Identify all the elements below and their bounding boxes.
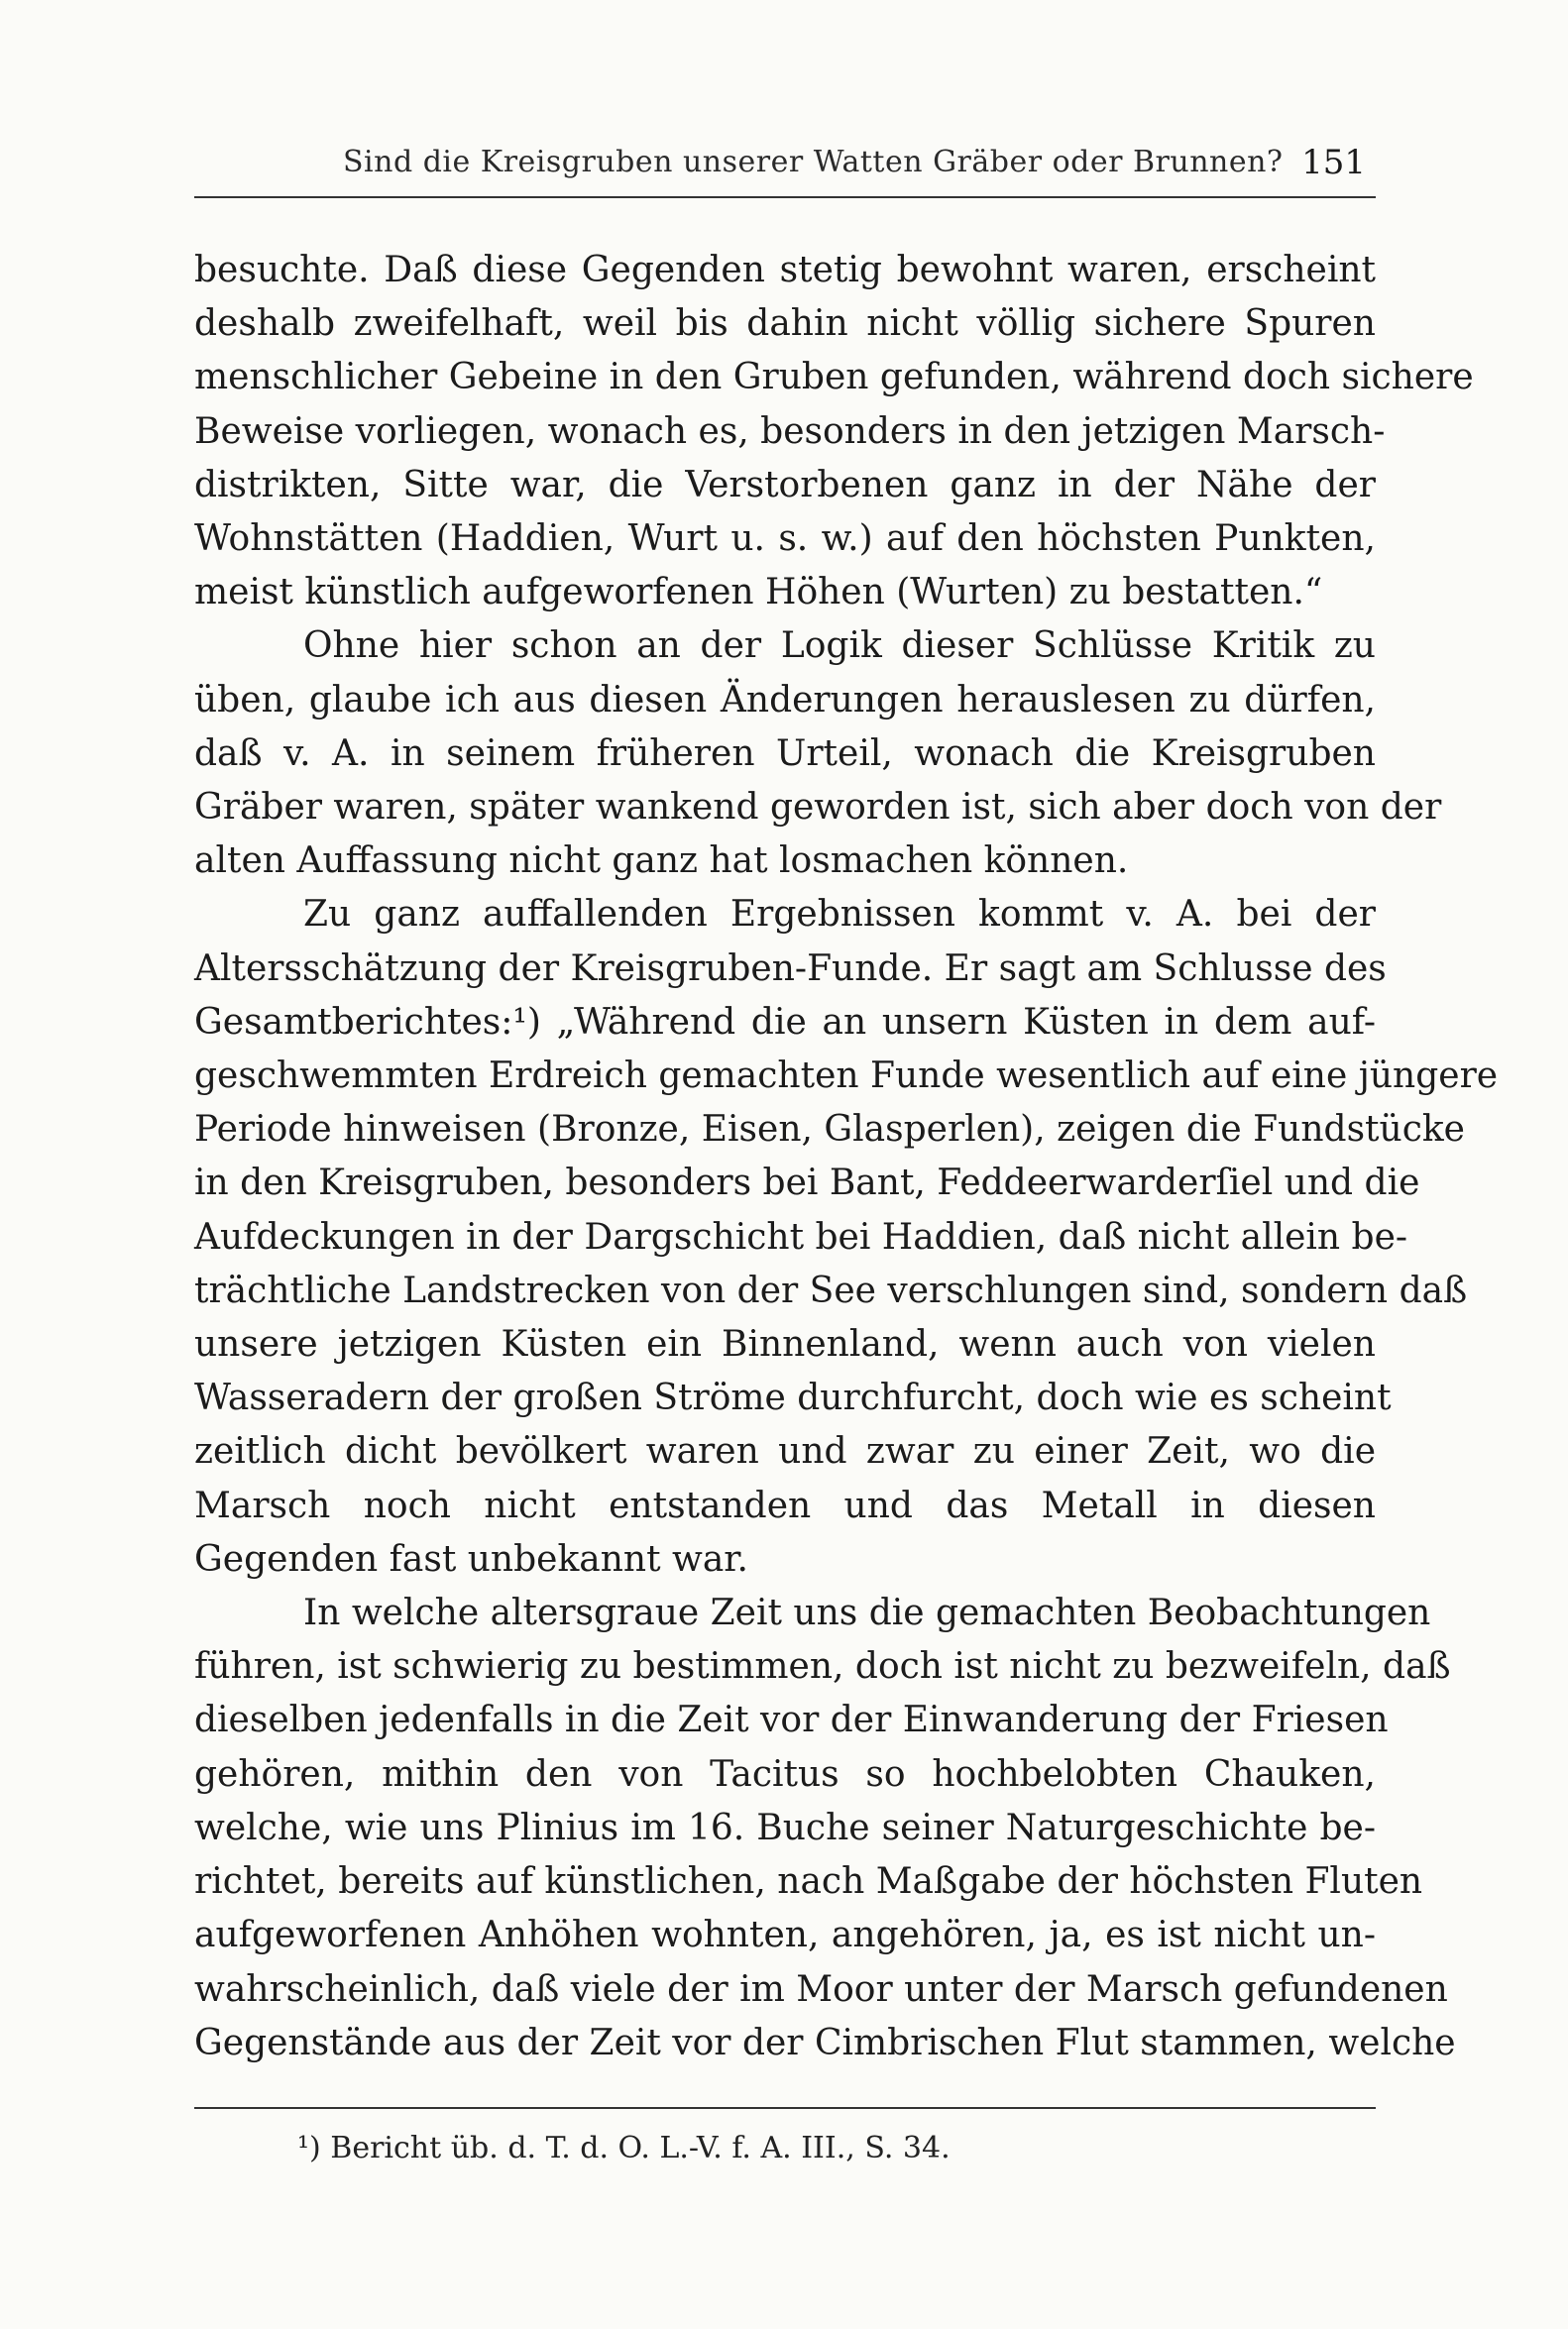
text-line: richtet, bereits auf künstlichen, nach Maßgabe der höchsten Fluten bbox=[194, 1861, 1423, 1903]
text-line: welche, wie uns Plinius im 16. Buche seiner Naturgeschichte be- bbox=[194, 1807, 1376, 1848]
text-line: unsere jetzigen Küsten ein Binnenland, wenn auch von vielen bbox=[194, 1324, 1376, 1366]
text-line: Wasseradern der großen Ströme durchfurcht, doch wie es scheint bbox=[194, 1378, 1392, 1419]
text-line: Aufdeckungen in der Dargschicht bei Haddien, daß nicht allein be- bbox=[194, 1216, 1408, 1258]
text-line: führen, ist schwierig zu bestimmen, doch ist nicht zu bezweifeln, daß bbox=[194, 1646, 1451, 1688]
text-line: wahrscheinlich, daß viele der im Moor unter der Marsch gefundenen bbox=[194, 1968, 1448, 2010]
text-line: Periode hinweisen (Bronze, Eisen, Glasperlen), zeigen die Fundstücke bbox=[194, 1109, 1465, 1151]
body-text bbox=[194, 244, 1499, 2070]
text-line: In welche altersgraue Zeit uns die gemachten Beobachtungen bbox=[303, 1593, 1431, 1634]
text-line: Gegenden fast unbekannt war. bbox=[194, 1538, 749, 1580]
text-line: menschlicher Gebeine in den Gruben gefunden, während doch sichere bbox=[194, 357, 1474, 398]
text-line: Ohne hier schon an der Logik dieser Schlüsse Kritik zu bbox=[303, 625, 1376, 667]
text-line: alten Auffassung nicht ganz hat losmachen können. bbox=[194, 840, 1129, 882]
text-line: in den Kreisgruben, besonders bei Bant, Feddeerwarderſiel und die bbox=[194, 1163, 1420, 1204]
text-line: Zu ganz auffallenden Ergebnissen kommt v. A. bei der bbox=[303, 894, 1376, 936]
text-line: zeitlich dicht bevölkert waren und zwar zu einer Zeit, wo die bbox=[194, 1431, 1376, 1473]
text-line: Marsch noch nicht entstanden und das Metall in diesen bbox=[194, 1485, 1376, 1526]
text-line: daß v. A. in seinem früheren Urteil, wonach die Kreisgruben bbox=[194, 732, 1376, 774]
text-line: dieselben jedenfalls in die Zeit vor der Einwanderung der Friesen bbox=[194, 1700, 1389, 1741]
text-line: besuchte. Daß diese Gegenden stetig bewohnt waren, erscheint bbox=[194, 250, 1376, 290]
text-line: Wohnstätten (Haddien, Wurt u. s. w.) auf den höchsten Punkten, bbox=[194, 518, 1376, 560]
page-header bbox=[194, 137, 1376, 190]
text-line: trächtliche Landstrecken von der See verschlungen sind, sondern daß bbox=[194, 1270, 1468, 1311]
text-line: distrikten, Sitte war, die Verstorbenen ganz in der Nähe der bbox=[194, 464, 1376, 505]
text-line: gehören, mithin den von Tacitus so hochbelobten Chauken, bbox=[194, 1753, 1376, 1795]
text-line: aufgeworfenen Anhöhen wohnten, angehören, ja, es ist nicht un- bbox=[194, 1915, 1376, 1956]
text-line: Beweise vorliegen, wonach es, besonders in den jetzigen Marsch- bbox=[194, 410, 1386, 452]
text-line: Gesamtberichtes:¹) „Während die an unsern Küsten in dem auf- bbox=[194, 1001, 1376, 1043]
text-line: geschwemmten Erdreich gemachten Funde wesentlich auf eine jüngere bbox=[194, 1055, 1499, 1097]
running-title: Sind die Kreisgruben unserer Watten Gräber oder Brunnen? bbox=[343, 145, 1284, 179]
text-line: Altersschätzung der Kreisgruben-Funde. Er sagt am Schlusse des bbox=[194, 947, 1387, 989]
header-rule bbox=[194, 196, 1376, 198]
page-number: 151 bbox=[1301, 143, 1366, 182]
text-line: üben, glaube ich aus diesen Änderungen herauslesen zu dürfen, bbox=[194, 679, 1376, 721]
text-line: meist künstlich aufgeworfenen Höhen (Wurten) zu bestatten.“ bbox=[194, 572, 1323, 613]
footnote-rule bbox=[194, 2107, 1376, 2109]
text-line: Gegenstände aus der Zeit vor der Cimbrischen Flut stammen, welche bbox=[194, 2022, 1456, 2063]
text-line: deshalb zweifelhaft, weil bis dahin nicht völlig sichere Spuren bbox=[194, 303, 1376, 345]
text-line: Gräber waren, später wankend geworden ist, sich aber doch von der bbox=[194, 787, 1442, 829]
footnote: ¹) Bericht üb. d. T. d. O. L.-V. f. A. III., S. 34. bbox=[297, 2131, 951, 2165]
